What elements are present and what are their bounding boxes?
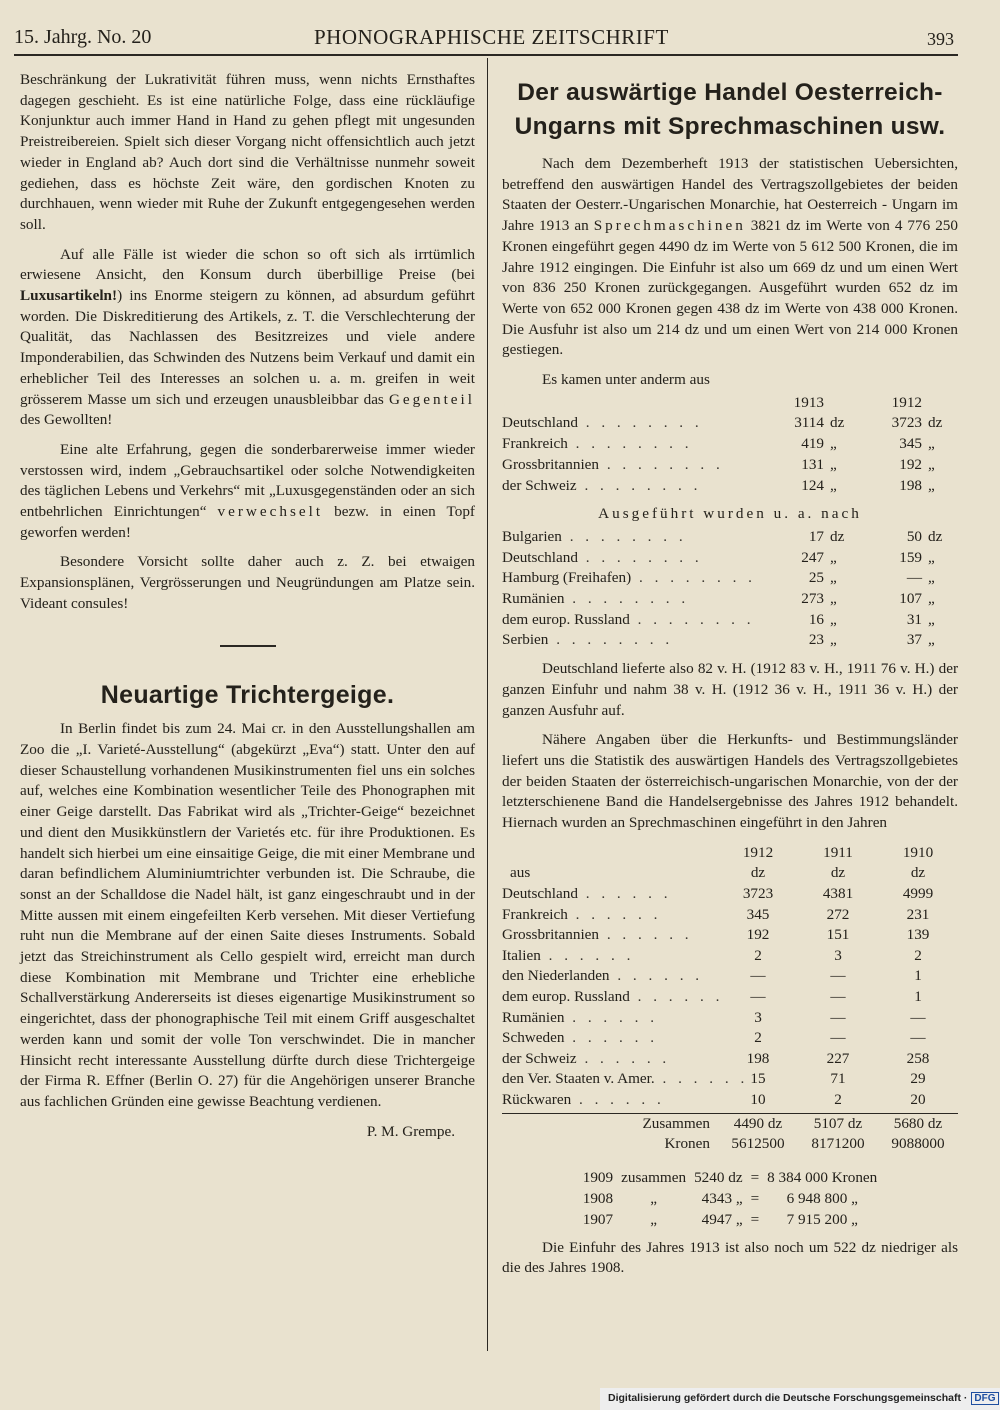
value-cell: —: [750, 967, 766, 985]
country-cell: [502, 884, 718, 905]
table-year-header: 1912 1911 1910: [742, 843, 934, 861]
leader-dots: . . . . . .: [564, 1029, 658, 1047]
country-cell: [502, 568, 772, 589]
imports-row: [502, 434, 954, 455]
value-cell: „: [928, 435, 935, 453]
value-cell: 16: [808, 610, 824, 628]
value-cell: „: [928, 455, 935, 473]
country-name: der Schweiz: [502, 1049, 577, 1067]
table-row: [502, 987, 958, 1008]
value-cell: 227: [826, 1049, 850, 1067]
yearly-totals: [502, 1167, 958, 1230]
export-heading: Ausgeführt wurden u. a. nach: [598, 505, 862, 523]
totals-cell: 1907: [582, 1210, 614, 1228]
exports-row: [502, 630, 954, 651]
value-cell: „: [928, 569, 935, 587]
value-cell: 4381: [822, 884, 854, 902]
country-cell: [502, 589, 772, 610]
totals-cell: =: [750, 1168, 760, 1186]
country-cell: [502, 987, 724, 1008]
value-cell: „: [928, 548, 935, 566]
value-cell: 1: [914, 967, 922, 985]
leader-dots: . . . . . .: [629, 987, 724, 1005]
country-name: Serbien: [502, 631, 549, 649]
totals-cell: 8 384 000 Kronen: [767, 1168, 878, 1186]
country-name: dem europ. Russland: [502, 610, 630, 628]
leader-dots: . . . . . .: [576, 1049, 671, 1067]
value-cell: 419: [801, 435, 824, 453]
import-totals-table: [502, 1114, 958, 1155]
value-cell: 25: [808, 569, 824, 587]
leader-dots: . . . . . . . .: [564, 590, 690, 608]
value-cell: 71: [830, 1070, 846, 1088]
country-cell: [502, 1008, 718, 1029]
country-name: Schweden: [502, 1029, 565, 1047]
leader-dots: . . . . . .: [540, 946, 635, 964]
value-cell: 2: [834, 1090, 842, 1108]
leader-dots: . . . . . .: [599, 926, 693, 944]
country-name: Frankreich: [502, 905, 568, 923]
country-cell: [502, 1069, 749, 1090]
value-cell: 124: [801, 476, 824, 494]
value-cell: 107: [899, 590, 922, 608]
value-cell: „: [928, 476, 935, 494]
value-cell: „: [830, 455, 837, 473]
country-cell: [502, 413, 772, 434]
value-cell: 31: [906, 610, 922, 628]
country-cell: [502, 925, 718, 946]
sum-row: Zusammen 4490 dz 5107 dz 5680 dz: [642, 1114, 943, 1132]
value-cell: dz: [928, 527, 943, 545]
value-cell: —: [906, 569, 922, 587]
bold-emphasis: Luxusartikeln!: [20, 287, 118, 305]
exports-row: [502, 589, 954, 610]
totals-cell: 6 948 800 „: [786, 1189, 858, 1207]
leader-dots: . . . . . .: [567, 905, 662, 923]
country-name: Deutschland: [502, 548, 578, 566]
leader-dots: . . . . . . . .: [599, 455, 724, 473]
value-cell: 192: [746, 926, 770, 944]
country-cell: [502, 610, 772, 631]
value-cell: 3723: [891, 414, 922, 432]
country-cell: [502, 548, 772, 569]
value-cell: „: [830, 569, 837, 587]
spaced-emphasis: Sprechmaschinen: [593, 217, 746, 235]
country-name: dem europ. Russland: [502, 987, 630, 1005]
paragraph-2: Auf alle Fälle ist wieder die schon so oft sich als irrtümlich erwiesene Ansicht, den Konsum durch überbillige Preise (bei Luxusartikeln!) ins Enorme steigern zu können, ad absurdum geführt worden. Die Diskreditierung des Artikels, z. T. die Verschlechterung der Qualität, das Nachlassen des Besitzreizes und viele andere Imponderabilien, das Schwinden des Nutzens beim Verkauf und damit ein erheblicher Teil des Interesses an solchen u. a. m. greifen in weit grösserem Masse um sich und erzeugen unausbleibbar das Gegenteil des Gewollten!: [20, 245, 475, 429]
table-row: [502, 884, 958, 905]
table-row: [502, 1090, 958, 1111]
totals-cell: 5240 dz: [694, 1168, 743, 1186]
leader-dots: . . . . . . . .: [631, 569, 756, 587]
value-cell: „: [830, 435, 837, 453]
article-title-handel: Der auswärtige Handel Oesterreich-Ungarns mit Sprechmaschinen usw.: [514, 79, 946, 140]
value-cell: 17: [808, 527, 824, 545]
funding-footer: [600, 1388, 1000, 1410]
totals-cell: 1908: [582, 1189, 614, 1207]
totals-cell: 4343 „: [701, 1189, 743, 1207]
value-cell: „: [830, 631, 837, 649]
country-cell: [502, 455, 772, 476]
value-cell: dz: [830, 414, 845, 432]
table-row: [502, 1028, 958, 1049]
totals-cell: „: [650, 1210, 657, 1228]
value-cell: 23: [808, 631, 824, 649]
value-cell: 29: [910, 1070, 926, 1088]
table-row: [502, 1069, 958, 1090]
exports-row: [502, 568, 954, 589]
country-cell: [502, 946, 718, 967]
export-table: [502, 527, 954, 651]
conclusion-paragraph: Die Einfuhr des Jahres 1913 ist also noch um 522 dz niedriger als die des Jahres 1908.: [502, 1238, 958, 1277]
leader-dots: . . . . . . . .: [548, 631, 674, 649]
country-cell: [502, 966, 718, 987]
country-cell: [502, 1090, 718, 1111]
value-cell: —: [830, 1029, 846, 1047]
page-header: [14, 22, 958, 56]
leader-dots: . . . . . .: [564, 1008, 658, 1026]
totals-row: [579, 1188, 882, 1209]
value-cell: 345: [746, 905, 770, 923]
country-cell: [502, 1028, 718, 1049]
article-title-trichtergeige: Neuartige Trichtergeige.: [100, 680, 395, 709]
value-cell: „: [928, 610, 935, 628]
value-cell: —: [910, 1029, 926, 1047]
country-name: Rumänien: [502, 1008, 565, 1026]
import-heading: Es kamen unter anderm aus: [542, 371, 710, 389]
table-row: [502, 925, 958, 946]
totals-row: [579, 1167, 882, 1188]
value-cell: 272: [826, 905, 850, 923]
value-cell: 247: [801, 548, 824, 566]
value-cell: „: [830, 476, 837, 494]
country-cell: [502, 905, 718, 926]
exports-row: [502, 527, 954, 548]
country-cell: [502, 630, 772, 651]
import-years-table: [502, 843, 958, 1111]
value-cell: 2: [754, 946, 762, 964]
value-cell: 345: [899, 435, 922, 453]
import-table: [502, 393, 954, 497]
paragraph-4: Besondere Vorsicht sollte daher auch z. Z. bei etwaigen Expansionsplänen, Vergrösserungen und Neugründungen am Platze sein. Videant consules!: [20, 553, 475, 612]
value-cell: 2: [754, 1029, 762, 1047]
leader-dots: . . . . . .: [609, 967, 704, 985]
exports-row: [502, 548, 954, 569]
right-column: [502, 76, 958, 1288]
intro-paragraph: Nach dem Dezemberheft 1913 der statistischen Uebersichten, betreffend den auswärtigen Handel des Vertragszollgebietes der beiden Staaten der Oesterr.-Ungarischen Monarchie, hat Oesterreich - Ungarn im Jahre 1913 an Sprechmaschinen 3821 dz im Werte von 4 776 250 Kronen eingeführt gegen 4490 dz im Werte von 5 612 500 Kronen, die im Jahre 1912 eingingen. Die Einfuhr ist also um 669 dz und um einen Wert von 836 250 Kronen zurückgegangen. Ausgeführt wurden 652 dz im Werte von 652 000 Kronen gegen 438 dz im Werte von 438 000 Kronen. Die Ausfuhr ist also um 214 dz und um einen Wert von 214 000 Kronen gestiegen.: [502, 155, 958, 359]
value-cell: „: [928, 631, 935, 649]
leader-dots: . . . . . .: [654, 1070, 749, 1088]
value-cell: 231: [906, 905, 930, 923]
leader-dots: . . . . . . . .: [567, 435, 693, 453]
value-cell: 273: [801, 590, 824, 608]
value-cell: 198: [899, 476, 922, 494]
value-cell: 131: [801, 455, 824, 473]
value-cell: 258: [906, 1049, 930, 1067]
author-signature: P. M. Grempe.: [366, 1122, 455, 1140]
value-cell: 3114: [794, 414, 824, 432]
country-name: Grossbritannien: [502, 926, 600, 944]
page-number: 393: [927, 29, 954, 49]
section-divider: [220, 645, 276, 647]
value-cell: 198: [746, 1049, 770, 1067]
column-divider: [487, 58, 488, 1351]
value-cell: 1: [914, 987, 922, 1005]
totals-row: [579, 1209, 882, 1230]
imports-row: [502, 455, 954, 476]
totals-cell: 7 915 200 „: [786, 1210, 858, 1228]
value-cell: —: [830, 967, 846, 985]
exports-row: [502, 610, 954, 631]
leader-dots: . . . . . . . .: [577, 548, 703, 566]
country-name: Hamburg (Freihafen): [502, 569, 632, 587]
table-row: [502, 966, 958, 987]
country-name: der Schweiz: [502, 476, 577, 494]
totals-cell: zusammen: [621, 1168, 687, 1186]
spaced-emphasis: Gegenteil: [388, 390, 475, 408]
value-cell: dz: [928, 414, 943, 432]
table-unit-header: aus dz dz dz: [510, 864, 926, 882]
left-column: [20, 70, 475, 1142]
paragraph-1: Beschränkung der Lukrativität führen muss, wenn nichts Ernsthaftes dagegen geschieht. Es ist eine natürliche Folge, dass eine rückläufige Konjunktur auch immer Hand in Hand zu gehen pflegt mit ungesunden Preistreibereien. Spielt sich dieser Vorgang nicht offensichtlich auch jetzt wieder in England ab? Auch dort sind die Verhältnisse nunmehr soweit gediehen, dass es höchste Zeit wäre, den gordischen Knoten zu durchhauen, wenn wieder mit Ruhe der Zukunft entgegengesehen werden soll.: [20, 71, 475, 233]
table-row: [502, 1008, 958, 1029]
leader-dots: . . . . . .: [577, 884, 672, 902]
value-cell: 15: [750, 1070, 766, 1088]
country-name: Rumänien: [502, 590, 565, 608]
value-cell: 159: [899, 548, 922, 566]
value-cell: „: [830, 590, 837, 608]
country-cell: [502, 434, 772, 455]
imports-row: [502, 413, 954, 434]
article-body-trichtergeige: In Berlin findet bis zum 24. Mai cr. in den Ausstellungshallen am Zoo die „I. Varieté-Ausstellung“ (abgekürzt „Eva“) statt. Unter den auf dieser Schaustellung vorhandenen Musikinstrumenten fiel uns ein solches auf, welches eine Kombination wesentlicher Teile des Phonographen mit einer Geige darstellt. Das Fabrikat wird als „Trichter-Geige“ bezeichnet und dient den Musikkünstlern der Varietés etc. für ihre Produktionen. Es handelt sich hierbei um eine einsaitige Geige, die mit einer Membrane und daran befindlichem Aluminiumtrichter verbunden ist. Die Schraube, die sonst an der Schalldose die Nadel hält, ist ganz eingeschraubt und in der Mitte aussen mit einem eingefeilten Kerb versehen. Mit dieser Vertiefung ruht nun die Membrane auf der einen Saite dieses Instruments. Sobald jetzt das Streichinstrument als Cello gespielt wird, erreicht man durch diese Kombination mit Membrane und Trichter eine erhebliche Schallverstärkung Andererseits ist dieses eigenartige Musikinstrument so eingerichtet, dass der phonographische Teil mit einem Griff ausgeschaltet werden kann und somit der volle Ton verschwindet. Die in mancher Hinsicht recht interessante Ausstellung dürfte durch diese Trichtergeige der Firma R. Effner (Berlin O. 27) für die Angehörigen unserer Branche aus fachlichen Gründen eine gewisse Beachtung verdienen.: [20, 720, 475, 1110]
value-cell: 192: [899, 455, 922, 473]
imports-row: [502, 476, 954, 497]
country-cell: [502, 1049, 718, 1070]
value-cell: 10: [750, 1090, 766, 1108]
details-paragraph: Nähere Angaben über die Herkunfts- und Bestimmungsländer liefert uns die Statistik des auswärtigen Handels des Vertragszollgebietes der beiden Staaten der österreichisch-ungarischen Monarchie, von der der letzterschienene Band die Handelsergebnisse des Jahres 1912 behandelt. Hiernach wurden an Sprechmaschinen eingeführt in den Jahren: [502, 731, 958, 832]
value-cell: —: [830, 987, 846, 1005]
kronen-row: Kronen 5612500 8171200 9088000: [664, 1135, 945, 1153]
paragraph-3: Eine alte Erfahrung, gegen die sonderbarerweise immer wieder verstossen wird, indem „Gebrauchsartikel oder solche Notwendigkeiten des täglichen Lebens und Verkehrs“ mit „Luxusgegenständen oder an sich entbehrlichen Einrichtungen“ verwechselt bezw. in einen Topf geworfen werden!: [20, 440, 475, 541]
value-cell: „: [830, 548, 837, 566]
value-cell: —: [830, 1008, 846, 1026]
value-cell: „: [928, 590, 935, 608]
country-name: den Ver. Staaten v. Amer.: [502, 1070, 655, 1088]
value-cell: 37: [906, 631, 922, 649]
country-name: Frankreich: [502, 435, 568, 453]
leader-dots: . . . . . . . .: [561, 527, 687, 545]
totals-cell: „: [650, 1189, 657, 1207]
totals-cell: =: [750, 1210, 760, 1228]
totals-cell: 4947 „: [701, 1210, 743, 1228]
country-name: Italien: [502, 946, 541, 964]
value-cell: dz: [830, 527, 845, 545]
value-cell: 139: [906, 926, 930, 944]
totals-cell: =: [750, 1189, 760, 1207]
import-year-header: 1913 1912: [793, 393, 922, 411]
leader-dots: . . . . . . . .: [629, 610, 755, 628]
totals-cell: 1909: [582, 1168, 614, 1186]
table-row: [502, 946, 958, 967]
table-row: [502, 1049, 958, 1070]
value-cell: —: [750, 987, 766, 1005]
country-cell: [502, 527, 772, 548]
value-cell: 20: [910, 1090, 926, 1108]
value-cell: 151: [826, 926, 850, 944]
spaced-emphasis: verwechselt: [217, 503, 324, 521]
leader-dots: . . . . . .: [571, 1090, 665, 1108]
country-cell: [502, 476, 772, 497]
dfg-logo: DFG: [971, 1392, 998, 1405]
value-cell: 3: [754, 1008, 762, 1026]
value-cell: 3723: [742, 884, 774, 902]
funding-text: Digitalisierung gefördert durch die Deutsche Forschungsgemeinschaft ·: [608, 1392, 968, 1404]
value-cell: „: [830, 610, 837, 628]
country-name: Grossbritannien: [502, 455, 600, 473]
country-name: Bulgarien: [502, 527, 562, 545]
value-cell: 2: [914, 946, 922, 964]
leader-dots: . . . . . . . .: [576, 476, 702, 494]
value-cell: 50: [906, 527, 922, 545]
value-cell: —: [910, 1008, 926, 1026]
issue-label: 15. Jahrg. No. 20: [14, 26, 152, 48]
country-name: den Niederlanden: [502, 967, 610, 985]
table-row: [502, 905, 958, 926]
country-name: Deutschland: [502, 884, 578, 902]
country-name: Deutschland: [502, 414, 578, 432]
country-name: Rückwaren: [502, 1090, 572, 1108]
value-cell: 3: [834, 946, 842, 964]
leader-dots: . . . . . . . .: [577, 414, 703, 432]
summary-paragraph: Deutschland lieferte also 82 v. H. (1912 83 v. H., 1911 76 v. H.) der ganzen Einfuhr und nahm 38 v. H. (1912 36 v. H., 1911 36 v. H.) der ganzen Ausfuhr auf.: [502, 660, 958, 719]
value-cell: 4999: [902, 884, 934, 902]
journal-title: PHONOGRAPHISCHE ZEITSCHRIFT: [314, 25, 669, 49]
